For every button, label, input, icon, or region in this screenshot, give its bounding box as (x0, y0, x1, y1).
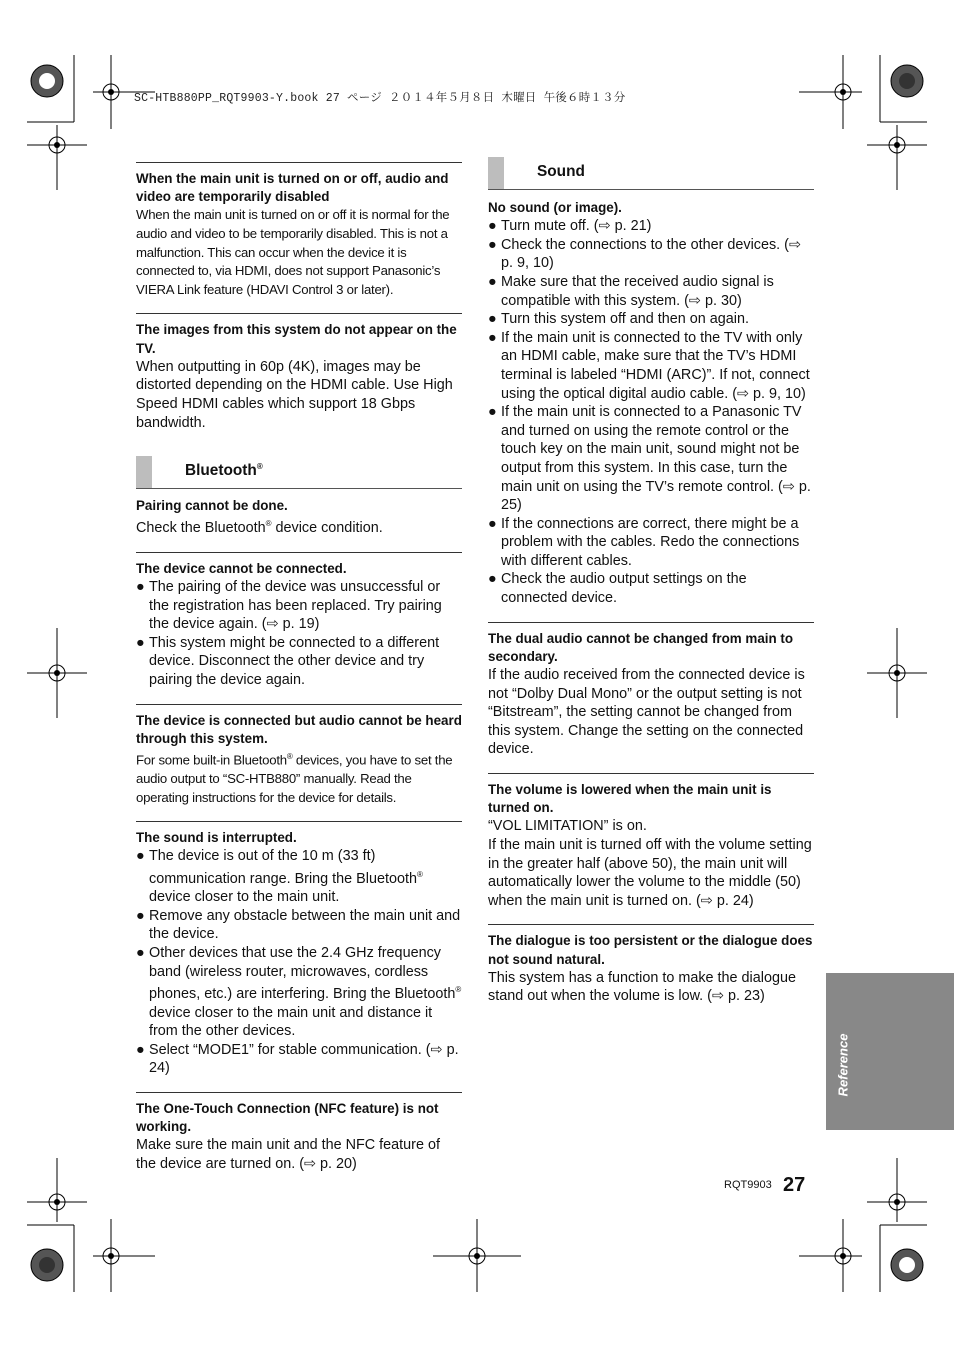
faq-entry (136, 704, 462, 822)
left-column (136, 162, 462, 1188)
faq-answer: If the main unit is turned off with the volume setting in the greater half (above 50), the main unit will automatically lower the volume to the middle (50) when the main unit is turned on. (⇨ p. 24) (488, 837, 812, 909)
faq-entry (136, 497, 462, 552)
list-item: ● This system might be connected to a different device. Disconnect the other device and try pairing the device again. (136, 634, 440, 688)
list-item: ● Remove any obstacle between the main unit and the device. (136, 907, 461, 943)
bullet-list (136, 578, 462, 690)
faq-question: The images from this system do not appear on the TV. (136, 322, 457, 356)
side-tab-reference (826, 973, 954, 1130)
faq-answer: “VOL LIMITATION” is on. (488, 818, 647, 835)
faq-answer: For some built-in Bluetooth® devices, you have to set the audio output to “SC-HTB880” manually. Read the operating instructions for the device for details. (136, 751, 453, 805)
list-item: ● If the main unit is connected to a Panasonic TV and turned on using the remote control or the touch key on the main unit, sound might not be output from this system. In this case, turn the main unit on using the TV’s remote control. (⇨ p. 25) (488, 404, 811, 514)
page-number: 27 (783, 1174, 806, 1196)
list-item: ● If the connections are correct, there might be a problem with the cables. Redo the connections with different cables. (488, 515, 800, 569)
side-tab-label: Reference (835, 1033, 851, 1097)
faq-question: The sound is interrupted. (136, 830, 297, 846)
faq-question: Pairing cannot be done. (136, 498, 288, 514)
print-header: SC-HTB880PP_RQT9903-Y.book 27 ページ ２０１４年５月８日 木曜日 午後６時１３分 (134, 92, 626, 105)
section-title: Bluetooth® (185, 462, 263, 480)
faq-question: The dual audio cannot be changed from main to secondary. (488, 630, 794, 664)
faq-entry (488, 924, 814, 1020)
faq-question: The volume is lowered when the main unit is turned on. (488, 782, 772, 816)
faq-entry (488, 199, 814, 622)
faq-answer: This system has a function to make the dialogue stand out when the volume is low. (⇨ p. 23) (488, 969, 796, 1005)
faq-answer: If the audio received from the connected device is not “Dolby Dual Mono” or the output setting is not “Bitstream”, the setting cannot be changed from this system. Change the setting on the connected device. (488, 667, 805, 758)
list-item: ● Make sure that the received audio signal is compatible with this system. (⇨ p. 30) (488, 273, 774, 309)
faq-question: The dialogue is too persistent or the dialogue does not sound natural. (488, 933, 813, 967)
faq-answer: When the main unit is turned on or off it is normal for the audio and video to be temporarily disabled. This is not a malfunction. This can occur when the device it is connected to, via HDMI, does not support Panasonic’s VIERA Link feature (HDAVI Control 3 or later). (136, 207, 450, 297)
faq-entry (136, 313, 462, 456)
list-item: ● Check the audio output settings on the connected device. (488, 571, 747, 607)
faq-answer: Make sure the main unit and the NFC feature of the device are turned on. (⇨ p. 20) (136, 1137, 440, 1173)
bullet-list (136, 847, 462, 1078)
right-column (488, 157, 814, 1020)
list-item: ● The pairing of the device was unsuccessful or the registration has been replaced. Try pairing the device again. (⇨ p. 19) (136, 578, 442, 633)
section-heading-sound (488, 157, 814, 190)
section-tab-marker (488, 157, 504, 189)
faq-entry (136, 821, 462, 1092)
list-item: ● Other devices that use the 2.4 GHz frequency band (wireless router, microwaves, cordless phones, etc.) are interfering. Bring the Bluetooth® device closer to the main unit and distance it from the other devices. (136, 945, 462, 1040)
faq-entry (488, 622, 814, 773)
faq-question: No sound (or image). (488, 200, 622, 215)
faq-entry (136, 162, 462, 313)
faq-answer: Check the Bluetooth® device condition. (136, 519, 383, 537)
faq-entry (136, 552, 462, 704)
list-item: ● The device is out of the 10 m (33 ft) communication range. Bring the Bluetooth® device closer to the main unit. (136, 848, 423, 906)
section-heading-bluetooth (136, 456, 462, 489)
faq-question: The One-Touch Connection (NFC feature) is not working. (136, 1101, 439, 1135)
section-title: Sound (537, 163, 585, 180)
list-item: ● Turn mute off. (⇨ p. 21) (488, 218, 652, 235)
list-item: ● Check the connections to the other devices. (⇨ p. 9, 10) (488, 236, 802, 272)
faq-entry (136, 1092, 462, 1188)
bullet-list (488, 217, 814, 607)
doc-code: RQT9903 (724, 1179, 772, 1191)
list-item: ● Select “MODE1” for stable communication. (⇨ p. 24) (136, 1041, 459, 1077)
faq-entry (488, 773, 814, 924)
faq-question: The device is connected but audio cannot be heard through this system. (136, 712, 462, 746)
faq-answer: When outputting in 60p (4K), images may be distorted depending on the HDMI cable. Use High Speed HDMI cables which support 18 Gbps bandwidth. (136, 358, 453, 431)
faq-question: When the main unit is turned on or off, audio and video are temporarily disabled (136, 171, 449, 205)
section-tab-marker (136, 456, 152, 488)
list-item: ● Turn this system off and then on again. (488, 311, 749, 328)
faq-question: The device cannot be connected. (136, 560, 347, 576)
list-item: ● If the main unit is connected to the TV with only an HDMI cable, make sure that the TV’s HDMI terminal is labeled “HDMI (ARC)”. If not, connect using the optical digital audio cable. (⇨ p. 9, 10) (488, 329, 810, 402)
